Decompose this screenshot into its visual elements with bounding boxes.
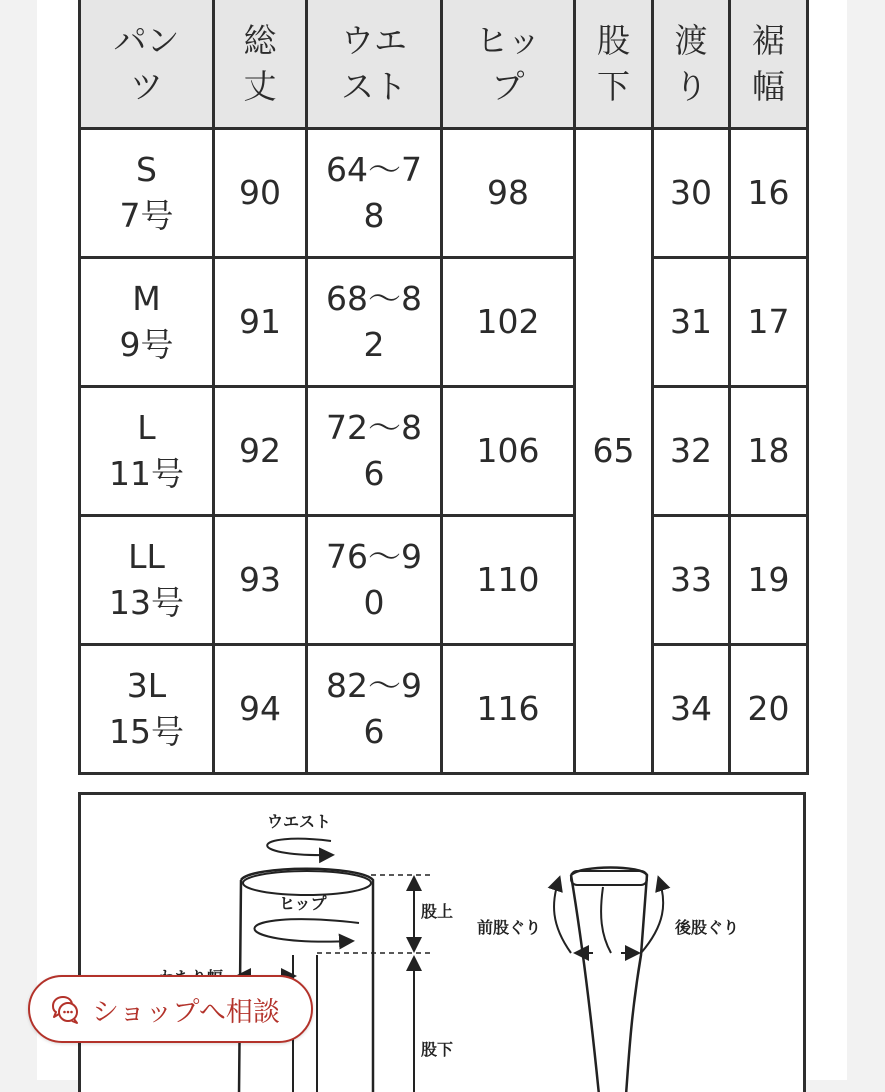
waist-cell: 68〜8 2 xyxy=(307,258,442,387)
front-rise-arrow xyxy=(554,879,571,953)
hem-cell: 19 xyxy=(730,516,808,645)
pants-side-outline xyxy=(571,868,647,1092)
size-cell: M 9号 xyxy=(80,258,214,387)
label-hip: ヒップ xyxy=(279,891,327,914)
measurement-diagram xyxy=(78,792,806,1092)
size-cell: S 7号 xyxy=(80,129,214,258)
hem-cell: 16 xyxy=(730,129,808,258)
thigh-cell: 30 xyxy=(653,129,730,258)
header-hip: ヒッ プ xyxy=(442,0,575,129)
chat-bubble-icon xyxy=(48,992,82,1026)
label-inseam: 股下 xyxy=(421,1037,453,1060)
label-front-rise: 前股ぐり xyxy=(477,915,541,938)
table-row xyxy=(80,129,808,258)
table-row xyxy=(80,645,808,774)
hem-cell: 18 xyxy=(730,387,808,516)
shop-consult-label: ショップへ相談 xyxy=(92,990,280,1029)
shop-consult-button[interactable] xyxy=(28,975,313,1043)
header-inseam: 股 下 xyxy=(575,0,653,129)
header-total-length: 総 丈 xyxy=(214,0,307,129)
length-cell: 91 xyxy=(214,258,307,387)
hip-cell: 102 xyxy=(442,258,575,387)
hip-arrow xyxy=(254,919,359,941)
length-cell: 93 xyxy=(214,516,307,645)
size-cell: 3L 15号 xyxy=(80,645,214,774)
table-row xyxy=(80,387,808,516)
length-cell: 92 xyxy=(214,387,307,516)
table-row xyxy=(80,258,808,387)
size-cell: L 11号 xyxy=(80,387,214,516)
hem-cell: 17 xyxy=(730,258,808,387)
waist-cell: 64〜7 8 xyxy=(307,129,442,258)
thigh-cell: 31 xyxy=(653,258,730,387)
waist-cell: 82〜9 6 xyxy=(307,645,442,774)
label-waist: ウエスト xyxy=(267,809,331,832)
size-table xyxy=(78,0,809,775)
waist-arrow xyxy=(267,839,331,855)
size-cell: LL 13号 xyxy=(80,516,214,645)
header-hem-width: 裾 幅 xyxy=(730,0,808,129)
label-rise: 股上 xyxy=(421,899,453,922)
inseam-merged-cell: 65 xyxy=(575,129,653,774)
thigh-cell: 32 xyxy=(653,387,730,516)
thigh-cell: 33 xyxy=(653,516,730,645)
hip-cell: 110 xyxy=(442,516,575,645)
hem-cell: 20 xyxy=(730,645,808,774)
waist-cell: 72〜8 6 xyxy=(307,387,442,516)
hip-cell: 106 xyxy=(442,387,575,516)
label-back-rise: 後股ぐり xyxy=(675,915,739,938)
header-thigh-width: 渡 り xyxy=(653,0,730,129)
waist-cell: 76〜9 0 xyxy=(307,516,442,645)
table-header-row xyxy=(80,0,808,129)
length-cell: 94 xyxy=(214,645,307,774)
table-row xyxy=(80,516,808,645)
header-pants: パン ツ xyxy=(80,0,214,129)
length-cell: 90 xyxy=(214,129,307,258)
hip-cell: 98 xyxy=(442,129,575,258)
thigh-cell: 34 xyxy=(653,645,730,774)
hip-cell: 116 xyxy=(442,645,575,774)
header-waist: ウエ スト xyxy=(307,0,442,129)
